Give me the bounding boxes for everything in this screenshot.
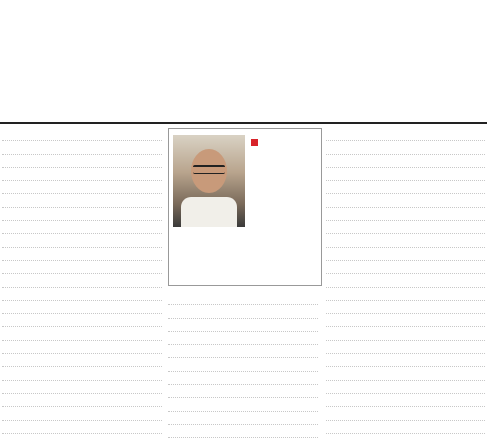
text-line-placeholder <box>2 381 162 394</box>
article-column-1 <box>2 128 162 444</box>
text-line-placeholder <box>2 394 162 407</box>
text-line-placeholder <box>2 194 162 207</box>
headline-line-1 <box>0 4 487 56</box>
text-line-placeholder <box>2 181 162 194</box>
text-line-placeholder <box>168 305 318 318</box>
text-line-placeholder <box>326 274 485 287</box>
pull-quote-box <box>168 128 322 286</box>
text-line-placeholder <box>168 372 318 385</box>
text-line-placeholder <box>326 367 485 380</box>
article-column-1-text <box>2 128 162 434</box>
text-line-placeholder <box>2 407 162 420</box>
text-line-placeholder <box>326 421 485 434</box>
text-line-placeholder <box>2 301 162 314</box>
text-line-placeholder <box>326 168 485 181</box>
portrait-shirt <box>181 197 237 227</box>
text-line-placeholder <box>2 234 162 247</box>
minister-portrait-photo <box>173 135 245 227</box>
text-line-placeholder <box>326 394 485 407</box>
text-line-placeholder <box>168 412 318 425</box>
text-line-placeholder <box>2 141 162 154</box>
text-line-placeholder <box>2 421 162 434</box>
text-line-placeholder <box>326 194 485 207</box>
pull-quote-lead-text <box>249 135 319 231</box>
text-line-placeholder <box>2 274 162 287</box>
text-line-placeholder <box>168 358 318 371</box>
text-line-placeholder <box>168 425 318 438</box>
text-line-placeholder <box>326 288 485 301</box>
portrait-glasses <box>193 165 225 174</box>
text-line-placeholder <box>2 327 162 340</box>
text-line-placeholder <box>326 407 485 420</box>
text-line-placeholder <box>2 128 162 141</box>
text-line-placeholder <box>326 208 485 221</box>
text-line-placeholder <box>326 221 485 234</box>
pull-quote-tail-text <box>175 233 317 281</box>
text-line-placeholder <box>168 292 318 305</box>
text-line-placeholder <box>2 314 162 327</box>
headline-rule <box>0 122 487 124</box>
article-column-3 <box>326 128 485 444</box>
text-line-placeholder <box>326 314 485 327</box>
text-line-placeholder <box>2 354 162 367</box>
text-line-placeholder <box>326 327 485 340</box>
text-line-placeholder <box>168 345 318 358</box>
text-line-placeholder <box>168 332 318 345</box>
text-line-placeholder <box>326 381 485 394</box>
text-line-placeholder <box>326 128 485 141</box>
text-line-placeholder <box>326 234 485 247</box>
text-line-placeholder <box>326 354 485 367</box>
text-line-placeholder <box>168 398 318 411</box>
text-line-placeholder <box>326 261 485 274</box>
text-line-placeholder <box>326 301 485 314</box>
text-line-placeholder <box>168 319 318 332</box>
text-line-placeholder <box>326 181 485 194</box>
text-line-placeholder <box>326 248 485 261</box>
text-line-placeholder <box>2 248 162 261</box>
text-line-placeholder <box>168 385 318 398</box>
text-line-placeholder <box>2 261 162 274</box>
text-line-placeholder <box>2 221 162 234</box>
text-line-placeholder <box>326 341 485 354</box>
text-line-placeholder <box>2 367 162 380</box>
text-line-placeholder <box>2 168 162 181</box>
text-line-placeholder <box>326 155 485 168</box>
headline-line-2 <box>0 60 487 118</box>
article-column-2 <box>168 292 318 444</box>
text-line-placeholder <box>326 141 485 154</box>
text-line-placeholder <box>2 208 162 221</box>
text-line-placeholder <box>2 341 162 354</box>
text-line-placeholder <box>2 288 162 301</box>
text-line-placeholder <box>2 155 162 168</box>
